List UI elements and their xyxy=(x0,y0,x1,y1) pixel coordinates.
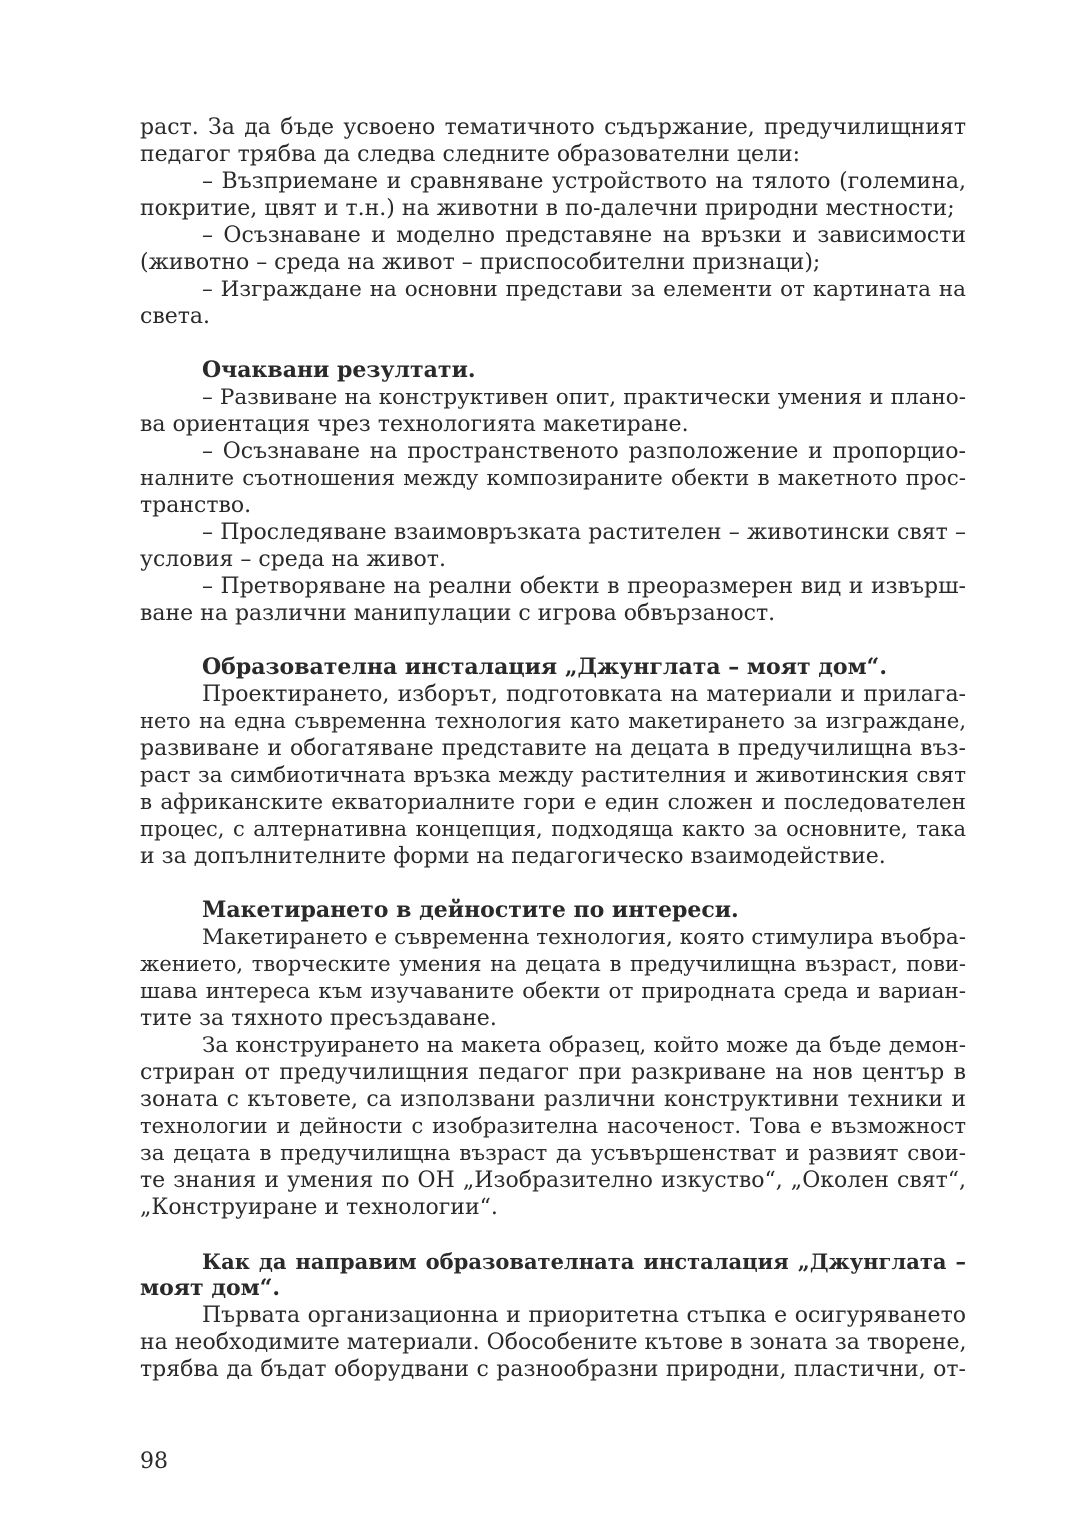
paragraph-gap xyxy=(140,330,966,357)
text-line: Макетирането е съвременна технология, която стимулира въобра- xyxy=(202,925,966,950)
text-line: технологии и дейности с изобразителна насоченост. Това е възможност xyxy=(140,1114,966,1138)
paragraph-gap xyxy=(140,627,966,654)
text-line: за децата в предучилищна възраст да усъвършенстват и развият свои- xyxy=(140,1141,966,1166)
text-line: в африканските екваториалните гори е един сложен и последователен xyxy=(140,790,966,815)
text-line: раст. За да бъде усвоено тематичното съдържание, предучилищният xyxy=(140,115,966,140)
text-line: на необходимите материали. Обособените кътове в зоната за творене, xyxy=(140,1330,967,1355)
text-line: развиване и обогатяване представите на децата в предучилищна въз- xyxy=(140,736,966,761)
text-line: За конструирането на макета образец, който може да бъде демон- xyxy=(202,1033,966,1058)
text-line: и за допълнителните форми на педагогическо взаимодействие. xyxy=(140,844,886,869)
section-heading: Макетирането в дейностите по интереси. xyxy=(202,897,739,923)
paragraph-gap xyxy=(140,870,966,897)
text-line: жението, творческите умения на децата в предучилищна възраст, пови- xyxy=(140,952,966,976)
text-line: тите за тяхното пресъздаване. xyxy=(140,1006,497,1031)
section-heading-continued: моят дом“. xyxy=(140,1275,281,1301)
text-line: нето на една съвременна технология като макетирането за изграждане, xyxy=(140,709,966,733)
text-line: Проектирането, изборът, подготовката на материали и прилага- xyxy=(202,682,966,707)
page-body xyxy=(140,114,966,1383)
text-line: условия – среда на живот. xyxy=(140,547,446,572)
text-line: зоната с кътовете, са използвани различни конструктивни техники и xyxy=(140,1087,966,1112)
text-line: налните съотношения между композираните обекти в макетното прос- xyxy=(140,466,966,491)
text-line: ва ориентация чрез технологията макетиране. xyxy=(140,412,689,437)
text-line: – Възприемане и сравняване устройството на тялото (големина, xyxy=(202,169,966,194)
text-line: – Осъзнаване на пространственото разположение и пропорцио- xyxy=(202,439,966,464)
text-line: – Изграждане на основни представи за елементи от картината на xyxy=(202,277,966,302)
text-line: света. xyxy=(140,304,211,329)
text-line: – Развиване на конструктивен опит, практически умения и плано- xyxy=(202,385,966,410)
text-line: ване на различни манипулации с игрова обвързаност. xyxy=(140,601,776,626)
text-line: трябва да бъдат оборудвани с разнообразни природни, пластични, от- xyxy=(140,1357,966,1382)
text-line: стриран от предучилищния педагог при разкриване на нов център в xyxy=(140,1060,966,1085)
text-line: (животно – среда на живот – приспособителни признаци); xyxy=(140,250,821,275)
text-line: – Претворяване на реални обекти в преоразмерен вид и извърш- xyxy=(202,574,966,599)
section-heading: Очаквани резултати. xyxy=(202,357,476,383)
text-line: „Конструиране и технологии“. xyxy=(140,1195,498,1220)
section-heading: Образователна инсталация „Джунглата – моят дом“. xyxy=(202,654,887,680)
paragraph-gap xyxy=(140,1221,966,1248)
text-line: – Проследяване взаимовръзката растителен – животински свят – xyxy=(202,520,966,545)
text-line: покритие, цвят и т.н.) на животни в по-далечни природни местности; xyxy=(140,196,955,221)
page-number: 98 xyxy=(140,1449,168,1474)
section-heading: Как да направим образователната инсталация „Джунглата – xyxy=(202,1249,966,1274)
text-line: Първата организационна и приоритетна стъпка е осигуряването xyxy=(202,1303,966,1328)
text-line: процес, с алтернативна концепция, подходяща както за основните, така xyxy=(140,817,966,841)
text-line: – Осъзнаване и моделно представяне на връзки и зависимости xyxy=(202,223,966,248)
text-line: шава интереса към изучаваните обекти от природната среда и вариан- xyxy=(140,979,966,1004)
text-line: педагог трябва да следва следните образователни цели: xyxy=(140,142,801,167)
text-line: транство. xyxy=(140,493,252,518)
text-line: те знания и умения по ОН „Изобразително изкуство“, „Околен свят“, xyxy=(140,1168,966,1193)
text-line: раст за симбиотичната връзка между растителния и животинския свят xyxy=(140,763,966,788)
